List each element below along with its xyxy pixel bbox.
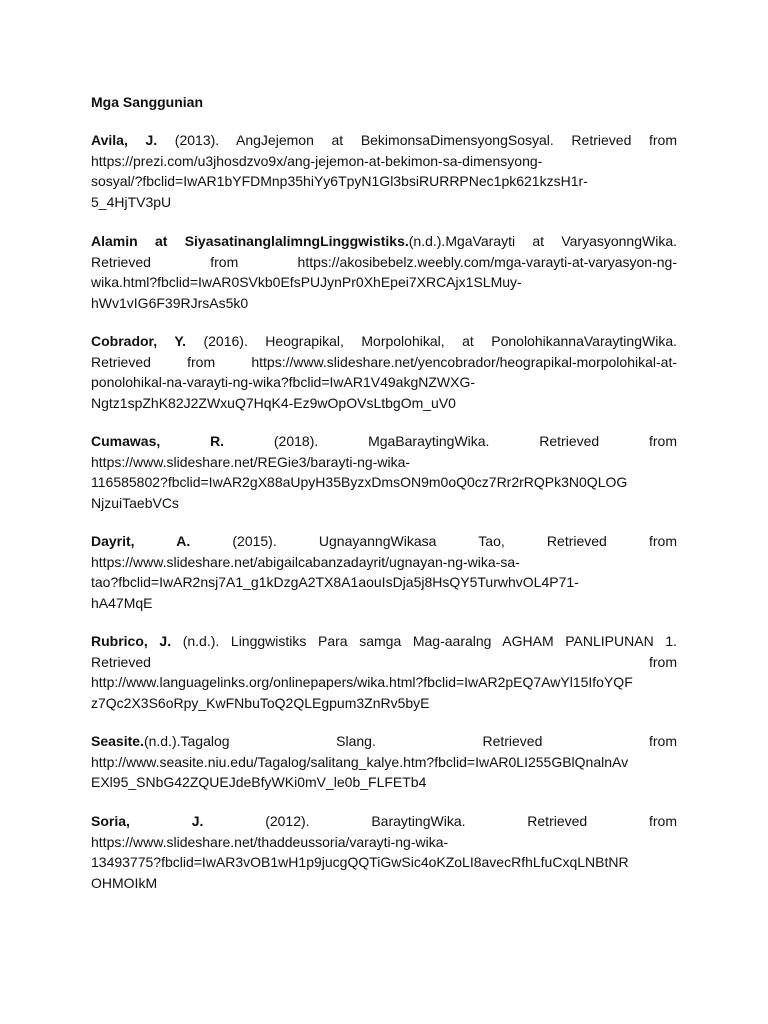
reference-line [91,130,677,151]
reference-line [91,431,677,452]
reference-line: Retrieved from https://www.slideshare.net/yencobrador/heograpikal-morpolohikal-at- [91,353,677,370]
reference-entry [91,811,677,893]
reference-url: 116585802?fbclid=IwAR2gX88aUpyH35ByzxDmsON9m0oQ0cz7Rr2rRQPk3N0QLOG [91,474,628,490]
reference-text: (n.d.). Linggwistiks Para samga Mag-aaralng AGHAM PANLIPUNAN 1. [171,633,677,649]
reference-entry [91,531,677,613]
reference-entry [91,431,677,513]
reference-text: (n.d.).MgaVarayti at VaryasyonngWika. [408,233,678,249]
reference-url: wika.html?fbclid=IwAR0SVkb0EfsPUJynPr0XhEpei7XRCAjx1SLMuy- [91,274,522,290]
reference-text: (2018). MgaBaraytingWika. Retrieved from [224,433,678,449]
reference-line [91,231,677,252]
reference-text: (2015). UgnayanngWikasa Tao, Retrieved from [190,533,677,549]
reference-url: https://www.slideshare.net/thaddeussoria/varayti-ng-wika- [91,833,449,850]
reference-line [91,631,677,652]
reference-entry [91,331,677,413]
reference-line [91,731,677,752]
reference-text: (2012). BaraytingWika. Retrieved from [203,813,678,829]
reference-url: http://www.seasite.niu.edu/Tagalog/salitang_kalye.htm?fbclid=IwAR0LI255GBlQnalnAv [91,753,629,770]
reference-url: https://www.slideshare.net/abigailcabanzadayrit/ugnayan-ng-wika-sa- [91,553,520,570]
reference-url: OHMOIkM [91,874,158,891]
reference-author: Avila, J. [91,132,158,148]
reference-line [91,331,677,352]
reference-url: tao?fbclid=IwAR2nsj7A1_g1kDzgA2TX8A1aouIsDja5j8HsQY5TurwhvOL4P71- [91,574,579,590]
reference-url: https://prezi.com/u3jhosdzvo9x/ang-jejemon-at-bekimon-sa-dimensyong- [91,152,543,169]
reference-url: https://www.slideshare.net/REGie3/barayti-ng-wika- [91,453,411,470]
reference-line: Retrieved from [91,653,677,670]
reference-url: 13493775?fbclid=IwAR3vOB1wH1p9jucgQQTiGwSic4oKZoLI8avecRfhLfuCxqLNBtNR [91,854,629,870]
reference-author: Seasite. [91,733,144,749]
reference-author: Cobrador, Y. [91,333,187,349]
reference-line [91,811,677,832]
reference-author: Alamin at SiyasatinanglalimngLinggwistiks. [91,233,409,249]
reference-url: hA47MqE [91,594,153,611]
reference-text: (2016). Heograpikal, Morpolohikal, at PonolohikannaVaraytingWika. [186,333,677,349]
reference-author: Rubrico, J. [91,633,172,649]
reference-url: z7Qc2X3S6oRpy_KwFNbuToQ2QLEgpum3ZnRv5byE [91,694,430,711]
reference-line [91,531,677,552]
reference-line: Retrieved from https://akosibebelz.weebly.com/mga-varayti-at-varyasyon-ng- [91,253,677,270]
reference-url: EXl95_SNbG42ZQUEJdeBfyWKi0mV_le0b_FLFETb4 [91,774,427,790]
reference-url: hWv1vIG6F39RJrsAs5k0 [91,294,249,311]
reference-url: Ngtz1spZhK82J2ZWxuQ7HqK4-Ez9wOpOVsLtbgOm_uV0 [91,394,456,411]
reference-url: ponolohikal-na-varayti-ng-wika?fbclid=IwAR1V49akgNZWXG- [91,374,475,390]
reference-text: (2013). AngJejemon at BekimonsaDimensyongSosyal. Retrieved from [157,132,677,148]
reference-author: Dayrit, A. [91,533,191,549]
reference-entry [91,631,677,713]
reference-entry [91,130,677,212]
reference-url: NjzuiTaebVCs [91,494,179,511]
page-title: Mga Sanggunian [91,94,203,110]
reference-author: Soria, J. [91,813,204,829]
reference-url: 5_4HjTV3pU [91,193,172,210]
reference-url: sosyal/?fbclid=IwAR1bYFDMnp35hiYy6TpyN1Gl3bsiRURRPNec1pk621kzsH1r- [91,173,588,189]
reference-entry [91,231,677,313]
reference-url: http://www.languagelinks.org/onlinepapers/wika.html?fbclid=IwAR2pEQ7AwYl15IfoYQF [91,674,633,690]
reference-text: (n.d.).Tagalog Slang. Retrieved from [143,733,677,749]
reference-author: Cumawas, R. [91,433,225,449]
reference-entry [91,731,677,793]
